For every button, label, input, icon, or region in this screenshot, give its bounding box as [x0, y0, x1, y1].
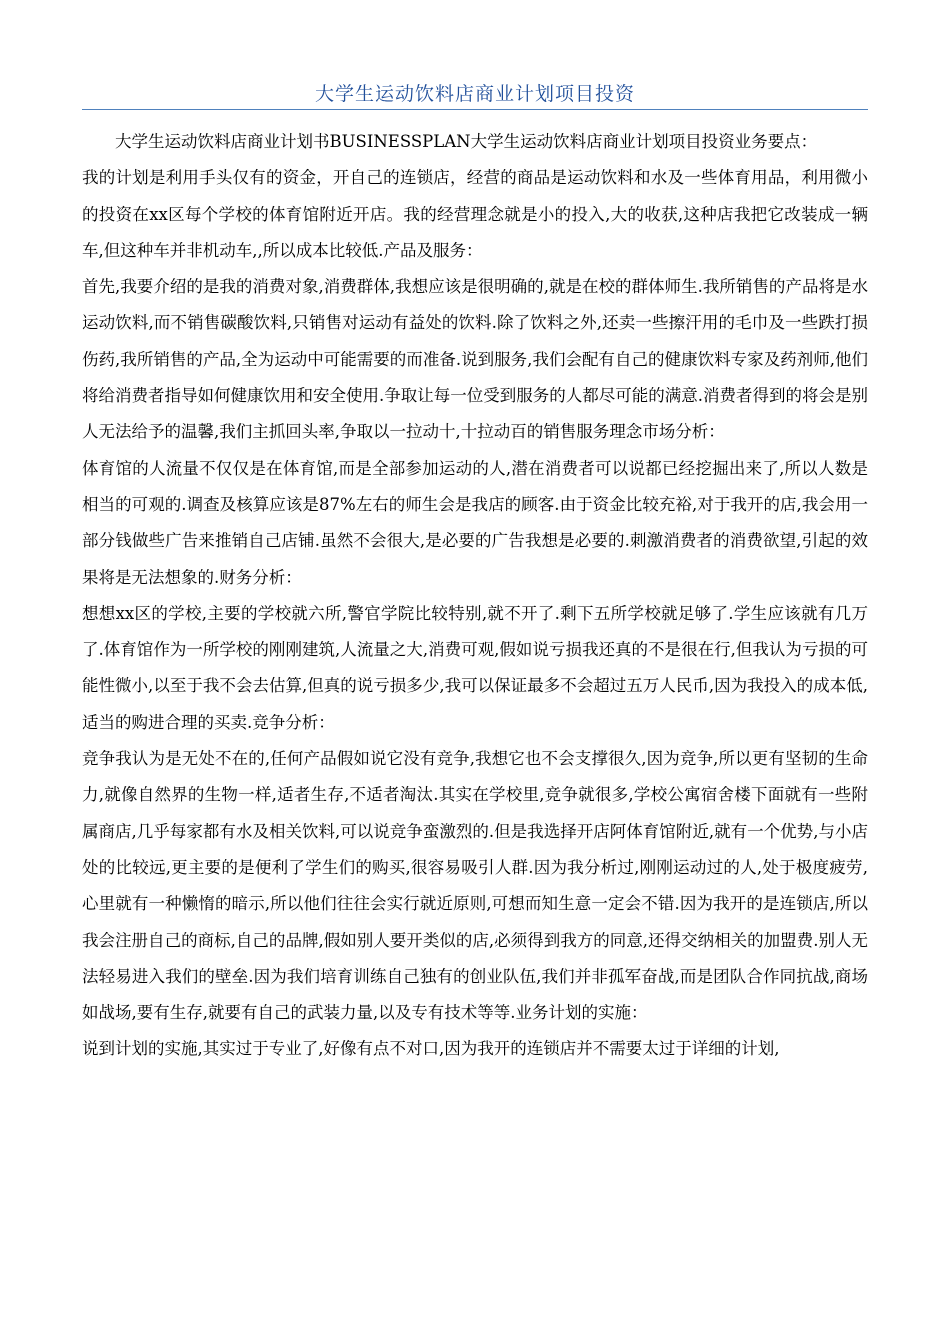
document-title: 大学生运动饮料店商业计划项目投资	[314, 83, 635, 105]
paragraph-financial-analysis: 想想xx区的学校,主要的学校就六所,警官学院比较特别,就不开了.剩下五所学校就足够了.学生应该就有几万了.体育馆作为一所学校的刚刚建筑,人流量之大,消费可观,假如说亏损我还真的不是很在行,但我认为亏损的可能性微小,以至于我不会去估算,但真的说亏损多少,我可以保证最多不会超过五万人民币,因为我投入的成本低,适当的购进合理的买卖.竞争分析：	[82, 603, 868, 732]
paragraph-products-services: 首先,我要介绍的是我的消费对象,消费群体,我想应该是很明确的,就是在校的群体师生.我所销售的产品将是水运动饮料,而不销售碳酸饮料,只销售对运动有益处的饮料.除了饮料之外,还卖一些擦汗用的毛巾及一些跌打损伤药,我所销售的产品,全为运动中可能需要的而准备.说到服务,我们会配有自己的健康饮料专家及药剂师,他们将给消费者指导如何健康饮用和安全使用.争取让每一位受到服务的人都尽可能的满意.消费者得到的将会是别人无法给予的温馨,我们主抓回头率,争取以一拉动十,十拉动百的销售服务理念市场分析：	[82, 277, 868, 442]
document-body	[82, 124, 868, 1068]
title-underline-divider	[82, 109, 868, 110]
paragraph-competition-analysis: 竞争我认为是无处不在的,任何产品假如说它没有竞争,我想它也不会支撑很久,因为竞争,所以更有坚韧的生命力,就像自然界的生物一样,适者生存,不适者淘汰.其实在学校里,竞争就很多,学校公寓宿舍楼下面就有一些附属商店,几乎每家都有水及相关饮料,可以说竞争蛮激烈的.但是我选择开店阿体育馆附近,就有一个优势,与小店处的比较远,更主要的是便利了学生们的购买,很容易吸引人群.因为我分析过,刚刚运动过的人,处于极度疲劳,心里就有一种懒惰的暗示,所以他们往往会实行就近原则,可想而知生意一定会不错.因为我开的是连锁店,所以我会注册自己的商标,自己的品牌,假如别人要开类似的店,必须得到我方的同意,还得交纳相关的加盟费.别人无法轻易进入我们的壁垒.因为我们培育训练自己独有的创业队伍,我们并非孤军奋战,而是团队合作同抗战,商场如战场,要有生存,就要有自己的武装力量,以及专有技术等等.业务计划的实施：	[82, 749, 868, 1023]
paragraph-intro: 大学生运动饮料店商业计划书BUSINESSPLAN大学生运动饮料店商业计划项目投资业务要点：	[115, 132, 818, 151]
paragraph-plan: 我的计划是利用手头仅有的资金，开自己的连锁店，经营的商品是运动饮料和水及一些体育用品，利用微小的投资在xx区每个学校的体育馆附近开店。我的经营理念就是小的投入,大的收获,这种店我把它改装成一辆车,但这种车并非机动车,,所以成本比较低.产品及服务：	[82, 168, 868, 260]
paragraph-implementation: 说到计划的实施,其实过于专业了,好像有点不对口,因为我开的连锁店并不需要太过于详细的计划,	[82, 1039, 780, 1059]
paragraph-market-analysis: 体育馆的人流量不仅仅是在体育馆,而是全部参加运动的人,潜在消费者可以说都已经挖掘出来了,所以人数是相当的可观的.调查及核算应该是87%左右的师生会是我店的顾客.由于资金比较充裕,对于我开的店,我会用一部分钱做些广告来推销自己店铺.虽然不会很大,是必要的广告我想是必要的.刺激消费者的消费欲望,引起的效果将是无法想象的.财务分析：	[82, 458, 868, 587]
